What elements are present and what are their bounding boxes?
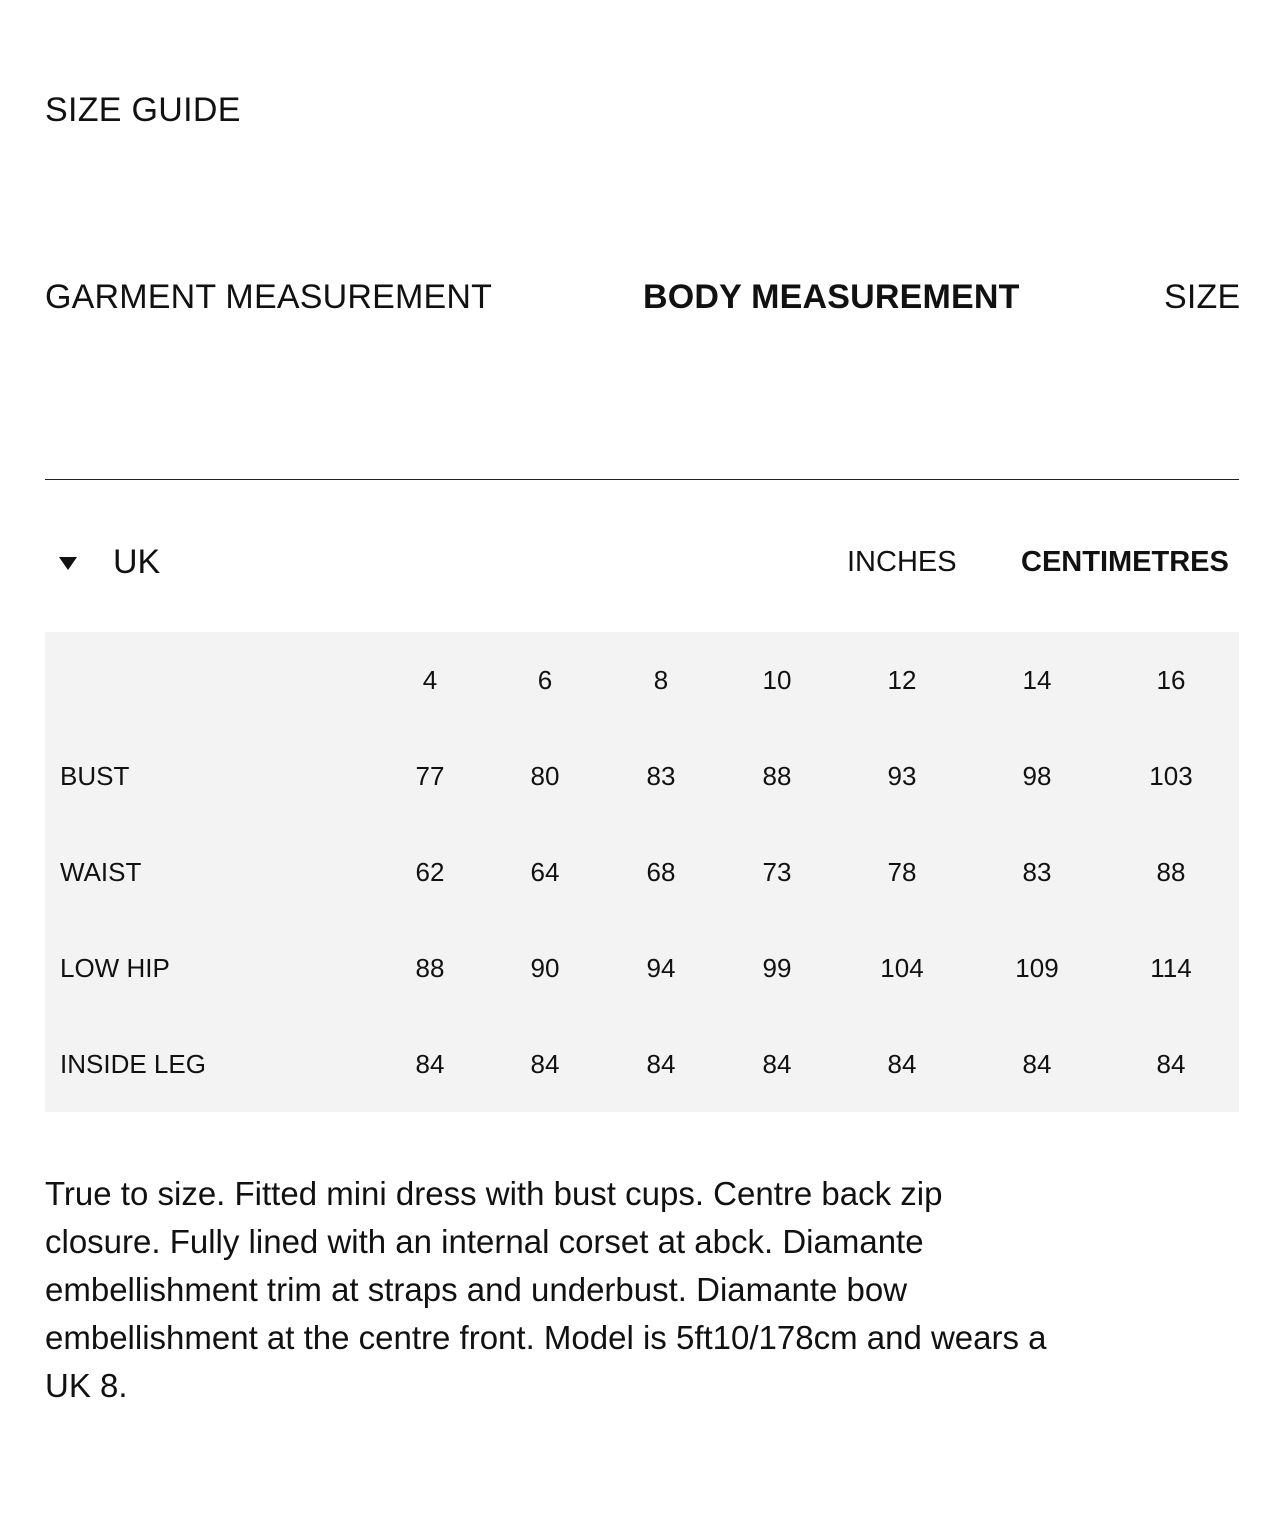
size-header: 16 bbox=[1156, 665, 1186, 695]
row-label: LOW HIP bbox=[60, 953, 170, 983]
table-cell: 93 bbox=[887, 761, 917, 791]
tab-garment-measurement[interactable]: GARMENT MEASUREMENT bbox=[45, 278, 493, 316]
size-header: 8 bbox=[653, 665, 669, 695]
table-cell: 84 bbox=[762, 1049, 792, 1079]
unit-inches-toggle[interactable]: INCHES bbox=[847, 546, 957, 578]
table-row bbox=[45, 920, 1239, 1016]
table-cell: 109 bbox=[1015, 953, 1059, 983]
region-label: UK bbox=[113, 543, 161, 581]
table-cell: 114 bbox=[1150, 953, 1192, 983]
divider bbox=[45, 479, 1239, 480]
tab-size[interactable]: SIZE bbox=[1164, 278, 1240, 316]
table-cell: 77 bbox=[415, 761, 445, 791]
table-cell: 68 bbox=[646, 857, 676, 887]
size-header: 12 bbox=[887, 665, 917, 695]
table-cell: 78 bbox=[887, 857, 917, 887]
size-table bbox=[45, 632, 1239, 1112]
page-title: SIZE GUIDE bbox=[45, 91, 241, 129]
table-cell: 83 bbox=[646, 761, 676, 791]
table-cell: 84 bbox=[530, 1049, 560, 1079]
product-fit-description: True to size. Fitted mini dress with bust cups. Centre back zip closure. Fully lined with an internal corset at abck. Diamante embellishment trim at straps and underbust. Diamante bow embellishment at the centre front. Model is 5ft10/178cm and wears a UK 8. bbox=[45, 1175, 1047, 1404]
size-header: 10 bbox=[762, 665, 792, 695]
unit-centimetres-toggle[interactable]: CENTIMETRES bbox=[1021, 546, 1229, 578]
table-cell: 62 bbox=[415, 857, 445, 887]
row-label: INSIDE LEG bbox=[60, 1049, 206, 1079]
table-cell: 88 bbox=[415, 953, 445, 983]
table-cell: 104 bbox=[880, 953, 924, 983]
table-cell: 83 bbox=[1022, 857, 1052, 887]
row-label: WAIST bbox=[60, 857, 142, 887]
table-header-row bbox=[45, 632, 1239, 728]
size-header: 6 bbox=[537, 665, 553, 695]
table-cell: 98 bbox=[1022, 761, 1052, 791]
table-cell: 88 bbox=[1156, 857, 1186, 887]
table-cell: 84 bbox=[646, 1049, 676, 1079]
table-cell: 94 bbox=[646, 953, 676, 983]
table-cell: 90 bbox=[530, 953, 560, 983]
table-cell: 84 bbox=[1156, 1049, 1186, 1079]
table-cell: 84 bbox=[1022, 1049, 1052, 1079]
table-cell: 88 bbox=[762, 761, 792, 791]
table-cell: 80 bbox=[530, 761, 560, 791]
table-cell: 64 bbox=[530, 857, 560, 887]
table-row bbox=[45, 728, 1239, 824]
table-row bbox=[45, 1016, 1239, 1112]
row-label: BUST bbox=[60, 761, 130, 791]
table-row bbox=[45, 824, 1239, 920]
measurement-tabs bbox=[0, 274, 1240, 320]
table-cell: 103 bbox=[1149, 761, 1193, 791]
size-header: 14 bbox=[1022, 665, 1052, 695]
tab-body-measurement[interactable]: BODY MEASUREMENT bbox=[643, 278, 1020, 316]
table-cell: 84 bbox=[887, 1049, 917, 1079]
table-cell: 84 bbox=[415, 1049, 445, 1079]
table-cell: 99 bbox=[762, 953, 792, 983]
table-cell: 73 bbox=[762, 857, 792, 887]
size-header: 4 bbox=[422, 665, 438, 695]
caret-down-icon bbox=[59, 557, 77, 570]
